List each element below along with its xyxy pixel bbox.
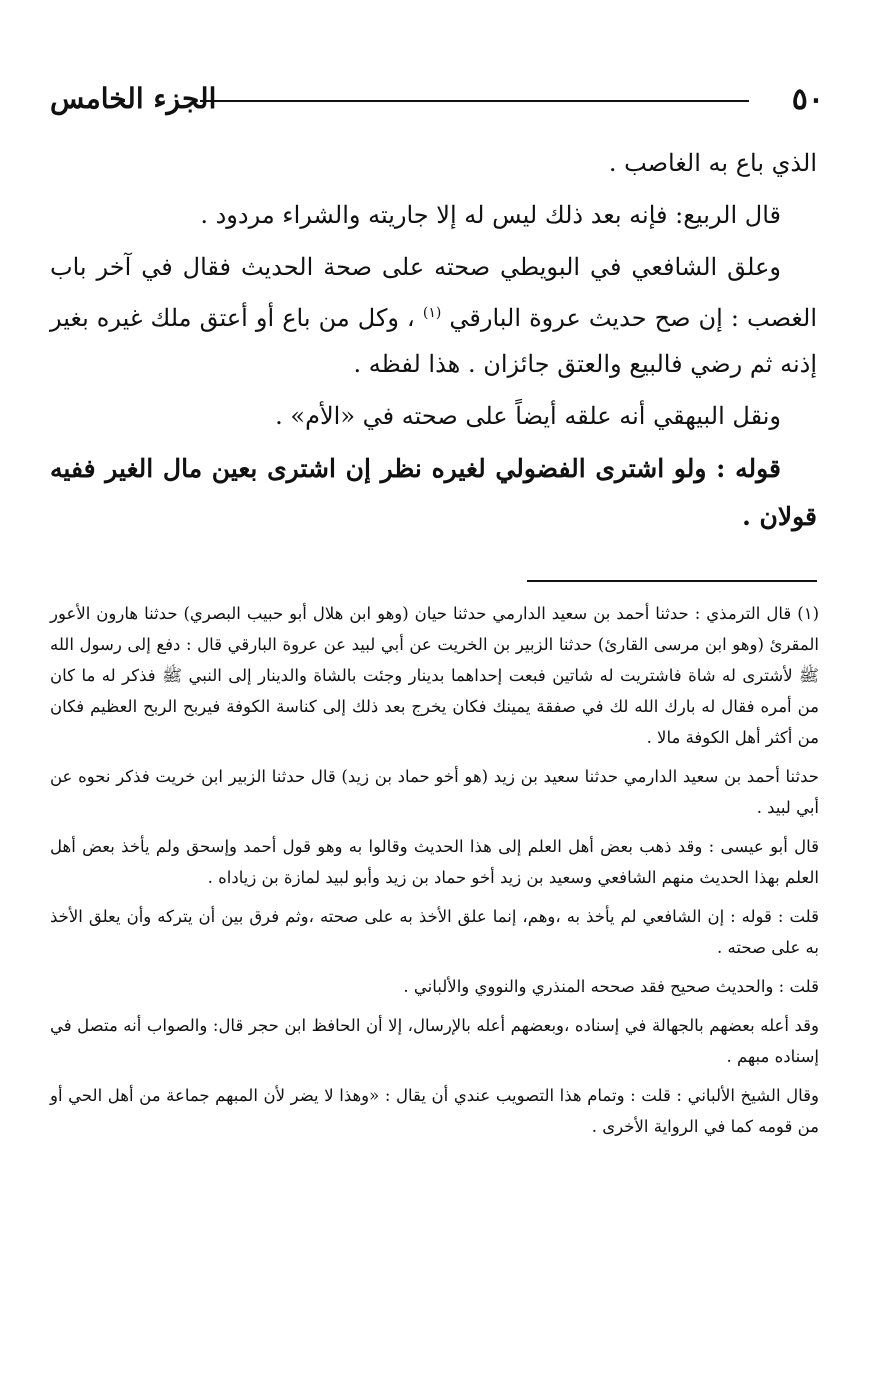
main-text	[50, 140, 817, 547]
footnote-paragraph: قلت : والحديث صحيح فقد صححه المنذري والنووي والألباني .	[403, 977, 819, 996]
paragraph-text: وعلق الشافعي في البويطي صحته على صحة الحديث فقال في آخر باب الغصب : إن صح حديث عروة البارقي	[50, 253, 817, 332]
footnote-paragraph: وقد أعله بعضهم بالجهالة في إسناده ،وبعضهم أعله بالإرسال، إلا أن الحافظ ابن حجر قال: والصواب أنه متصل في إسناده مبهم .	[50, 1016, 819, 1066]
footnote-paragraph: قال أبو عيسى : وقد ذهب بعض أهل العلم إلى هذا الحديث وقالوا به وهو قول أحمد وإسحق ولم يأخذ بعض أهل العلم بهذا الحديث منهم الشافعي وسعيد بن زيد أخو حماد بن زيد وأبو لبيد لمازة بن زياداه .	[50, 837, 819, 887]
running-title: الجزء الخامس	[50, 82, 217, 115]
page-header	[50, 82, 824, 122]
footnote-paragraph: وقال الشيخ الألباني : قلت : وتمام هذا التصويب عندي أن يقال : «وهذا لا يضر لأن المبهم جماعة من أهل الحي أو من قومه كما في الرواية الأخرى .	[50, 1086, 819, 1136]
paragraph	[50, 244, 817, 387]
paragraph: ونقل البيهقي أنه علقه أيضاً على صحته في «الأم» .	[275, 402, 781, 430]
footnote-text: قال الترمذي : حدثنا أحمد بن سعيد الدارمي حدثنا حيان (وهو ابن هلال أبو حبيب البصري) حدثنا هارون الأعور المقرئ (وهو ابن مرسى القارئ) حدثنا الزبير بن الخريت عن أبي لبيد عن عروة البارقي قال : دفع إلى رسول الله ﷺ لأشترى له شاة فاشتريت له شاتين فبعت إحداهما بدينار وجئت بالشاة والدينار إلى النبي ﷺ فذكر له ما كان من أمره فقال له بارك الله لك في صفقة يمينك فكان يخرج بعد ذلك إلى كناسة الكوفة فيربح الربح العظيم فكان من أكثر أهل الكوفة مالا .	[50, 604, 819, 747]
page-number: ٥٠	[791, 82, 824, 117]
footnotes	[50, 598, 819, 1150]
paragraph: قال الربيع: فإنه بعد ذلك ليس له إلا جاريته والشراء مردود .	[200, 201, 781, 229]
footnote-reference[interactable]: (١)	[422, 305, 442, 321]
header-rule	[200, 100, 749, 102]
footnote	[50, 598, 819, 753]
bold-statement: قوله : ولو اشترى الفضولي لغيره نظر إن اشترى بعين مال الغير ففيه قولان .	[50, 454, 817, 531]
footnote-separator	[527, 580, 817, 582]
paragraph-text: ، وكل من باع أو أعتق ملك غيره بغير إذنه ثم رضي فالبيع والعتق جائزان . هذا لفظه .	[50, 304, 817, 378]
footnote-paragraph: حدثنا أحمد بن سعيد الدارمي حدثنا سعيد بن زيد (هو أخو حماد بن زيد) قال حدثنا الزبير ابن خريت فذكر نحوه عن أبي لبيد .	[50, 767, 819, 817]
footnote-number: (١)	[797, 604, 819, 623]
paragraph: الذي باع به الغاصب .	[608, 149, 817, 177]
footnote-paragraph: قلت : قوله : إن الشافعي لم يأخذ به ،وهم، إنما علق الأخذ به على صحته ،وثم فرق بين أن يتركه وأن يعلق الأخذ به على صحته .	[50, 907, 819, 957]
